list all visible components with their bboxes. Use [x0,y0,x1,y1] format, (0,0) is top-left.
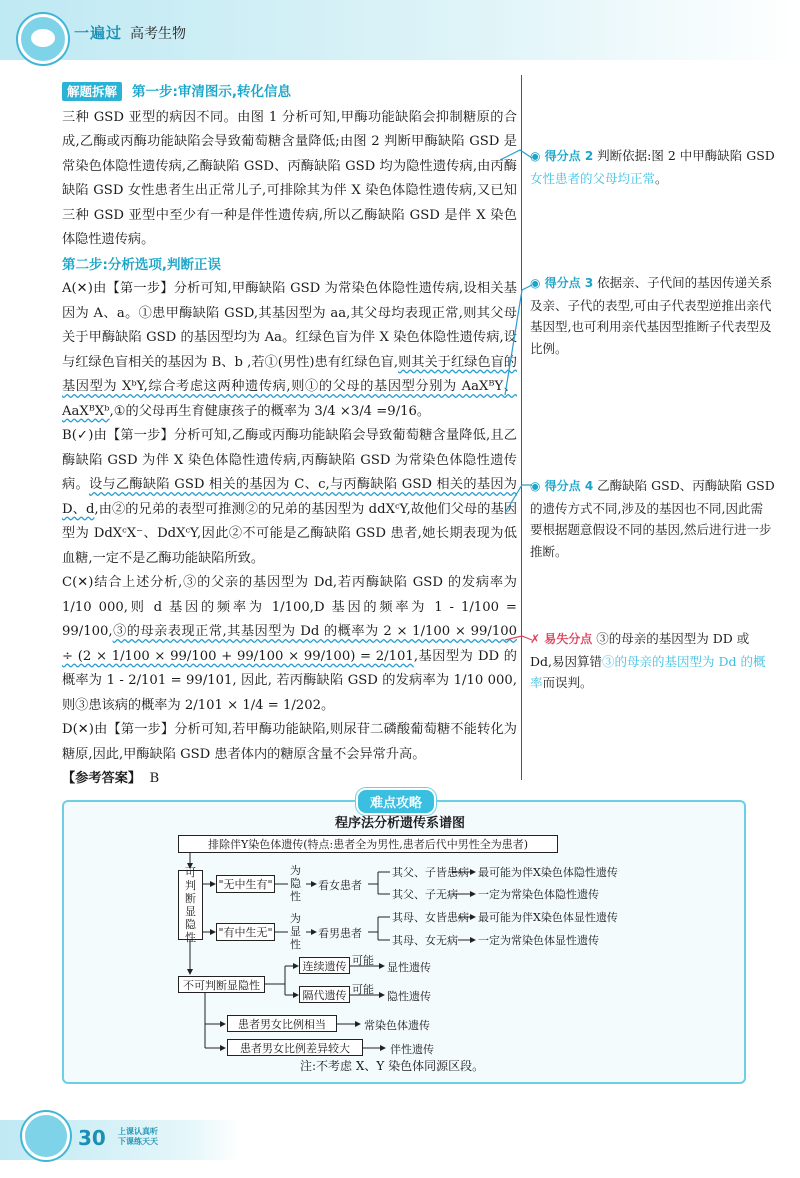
flow-autosomal-label: 常染色体遗传 [364,1019,430,1032]
flow-female-branch-1: 其父、子皆患病 [392,866,469,879]
flow-result-4: 一定为常染色体显性遗传 [478,934,599,947]
difficulty-title: 难点攻略 [356,788,436,815]
flow-sexlinked-label: 伴性遗传 [390,1043,434,1056]
side-note-error: ✗ 易失分点 ③的母亲的基因型为 DD 或 Dd,易因算错③的母亲的基因型为 Dd 的概率而误判。 [530,631,766,690]
flow-ratio-equal-box: 患者男女比例相当 [227,1015,337,1032]
page-number: 30 [78,1126,106,1150]
option-a-underline: 则其关于红绿色盲的基因型为 XᵇY,综合考虑这两种遗传病,则①的父母的基因型分别为 AaXᴮY、AaXᴮXᵇ [62,354,517,419]
flow-result-1: 最可能为伴X染色体隐性遗传 [478,866,618,879]
score-point-icon: ◉ [530,479,545,493]
footer-slogan: 上课认真听 下课练天天 [118,1127,158,1146]
side-note-4: ◉ 得分点 4 乙酶缺陷 GSD、丙酶缺陷 GSD 的遗传方式不同,涉及的基因也不同,因此需要根据题意假设不同的基因,然后进行进一步推断。 [530,478,775,559]
side-note-3: ◉ 得分点 3 依据亲、子代间的基因传递关系及亲、子代的表型,可由子代表型逆推出亲代基因型,也可利用亲代基因型推断子代表型及比例。 [530,275,773,356]
flow-dominant-label: 为显性 [290,912,301,951]
answer-value: B [149,771,160,786]
option-c-underline: ③的母亲表现正常,其基因型为 Dd 的概率为 2 × 1/100 × 99/100 ÷ (2 × 1/100 × 99/100 + 99/100 × 99/100) = 2/101 [62,624,517,664]
flow-dominant-inheritance: 显性遗传 [387,961,431,974]
option-c-paragraph: C(✕)结合上述分析,③的父亲的基因型为 Dd,若丙酶缺陷 GSD 的发病率为 1/10 000,则 d 基因的频率为 1/100,D 基因的频率为 1 - 1/100 = 99/100,③的母亲表现正常,其基因型为 Dd 的概率为 2 × 1/100 × 99/100 ÷ (2 × 1/100 × 99/100 + 99/100 × 99/100) = 2/101,基因型为 DD 的概率为 1 - 2/101 = 99/101, 因此, 若丙酶缺陷 GSD 的发病率为 1/10 000,则③患该病的概率为 2/101 × 1/4 = 1/202。 [62,575,517,713]
flow-continuous-box: 连续遗传 [299,957,350,974]
flow-male-branch-1: 其母、女皆患病 [392,911,469,924]
step2-heading: 第二步:分析选项,判断正误 [62,256,222,273]
score-point-icon: ◉ [530,149,545,163]
flow-recessive-label: 为隐性 [290,864,301,903]
option-d-paragraph: D(✕)由【第一步】分析可知,若甲酶功能缺陷,则尿苷二磷酸葡萄糖不能转化为糖原,因此,甲酶缺陷 GSD 患者体内的糖原含量不会异常升高。 [62,722,517,762]
mascot-logo-icon [18,14,68,64]
flow-ratio-diff-box: 患者男女比例差异较大 [227,1039,363,1056]
answer-line: 【参考答案】 B [62,771,160,786]
step1-paragraph: 三种 GSD 亚型的病因不同。由图 1 分析可知,甲酶功能缺陷会抑制糖原的合成,乙酶或丙酶功能缺陷会导致葡萄糖含量降低;由图 2 判断甲酶缺陷 GSD 是常染色体隐性遗传病,乙酶缺陷 GSD、丙酶缺陷 GSD 均为隐性遗传病,由丙酶缺陷 GSD 女性患者生出正常儿子,可排除其为伴 X 染色体隐性遗传病,又已知三种 GSD 亚型中至少有一种是伴性遗传病,所以乙酶缺陷 GSD 是伴 X 染色体隐性遗传病。 [62,109,517,247]
flow-recessive-inheritance: 隐性遗传 [387,990,431,1003]
flow-wu-zhong-box: "无中生有" [216,875,275,893]
diagram-note: 注:不考虑 X、Y 染色体同源区段。 [300,1059,485,1073]
brand-name: 一遍过 [74,24,123,42]
flow-cannot-judge-box: 不可判断显隐性 [178,976,265,993]
flow-possible-1: 可能 [352,954,374,967]
warning-icon: ✗ [530,632,545,646]
step1-heading: 解题拆解 第一步:审清图示,转化信息 [62,80,517,106]
option-a-paragraph: A(✕)由【第一步】分析可知,甲酶缺陷 GSD 为常染色体隐性遗传病,设相关基因为 A、a。①患甲酶缺陷 GSD,其基因型为 aa,其父母均表现正常,则其父母关于甲酶缺陷 GSD 的基因型均为 Aa。红绿色盲为伴 X 染色体隐性遗传病,设与红绿色盲相关的基因为 B、b ,若①(男性)患有红绿色盲,则其关于红绿色盲的基因型为 XᵇY,综合考虑这两种遗传病,则①的父母的基因型分别为 AaXᴮY、AaXᴮXᵇ,①的父母再生育健康孩子的概率为 3/4 ×3/4 =9/16。 [62,281,517,419]
option-b-paragraph: B(✓)由【第一步】分析可知,乙酶或丙酶功能缺陷会导致葡萄糖含量降低,且乙酶缺陷 GSD 为伴 X 染色体隐性遗传病,丙酶缺陷 GSD 为常染色体隐性遗传病。设与乙酶缺陷 GSD 相关的基因为 C、c,与丙酶缺陷 GSD 相关的基因为 D、d,由②的兄弟的表型可推测②的兄弟的基因型为 ddXᶜY,故他们父母的基因型为 DdXᶜX⁻、DdXᶜY,因此②不可能是乙酶缺陷 GSD 患者,她长期表现为低血糖,一定不是乙酶功能缺陷所致。 [62,428,518,566]
flow-result-2: 一定为常染色体隐性遗传 [478,888,599,901]
flow-skip-box: 隔代遗传 [299,986,350,1003]
flow-can-judge-box: 可判断显隐性 [178,870,203,940]
side-note-2: ◉ 得分点 2 判断依据:图 2 中甲酶缺陷 GSD 女性患者的父母均正常。 [530,148,775,186]
flow-result-3: 最可能为伴X染色体显性遗传 [478,911,618,924]
score-point-icon: ◉ [530,276,545,290]
flow-see-female-label: 看女患者 [318,879,362,892]
subject-title: 高考生物 [130,26,186,42]
flow-male-branch-2: 其母、女无病 [392,934,458,947]
flow-possible-2: 可能 [352,983,374,996]
flow-exclude-y-box: 排除伴Y染色体遗传(特点:患者全为男性,患者后代中男性全为患者) [178,835,558,853]
flow-you-zhong-box: "有中生无" [216,923,275,941]
main-column [62,80,517,792]
section-tag: 解题拆解 [62,82,122,101]
flow-see-male-label: 看男患者 [318,927,362,940]
flow-female-branch-2: 其父、子无病 [392,888,458,901]
diagram-title: 程序法分析遗传系谱图 [334,816,465,831]
option-b-underline: 设与乙酶缺陷 GSD 相关的基因为 C、c,与丙酶缺陷 GSD 相关的基因为 D、d [62,477,517,517]
footer-mascot-icon [22,1112,70,1160]
column-divider [521,75,522,780]
